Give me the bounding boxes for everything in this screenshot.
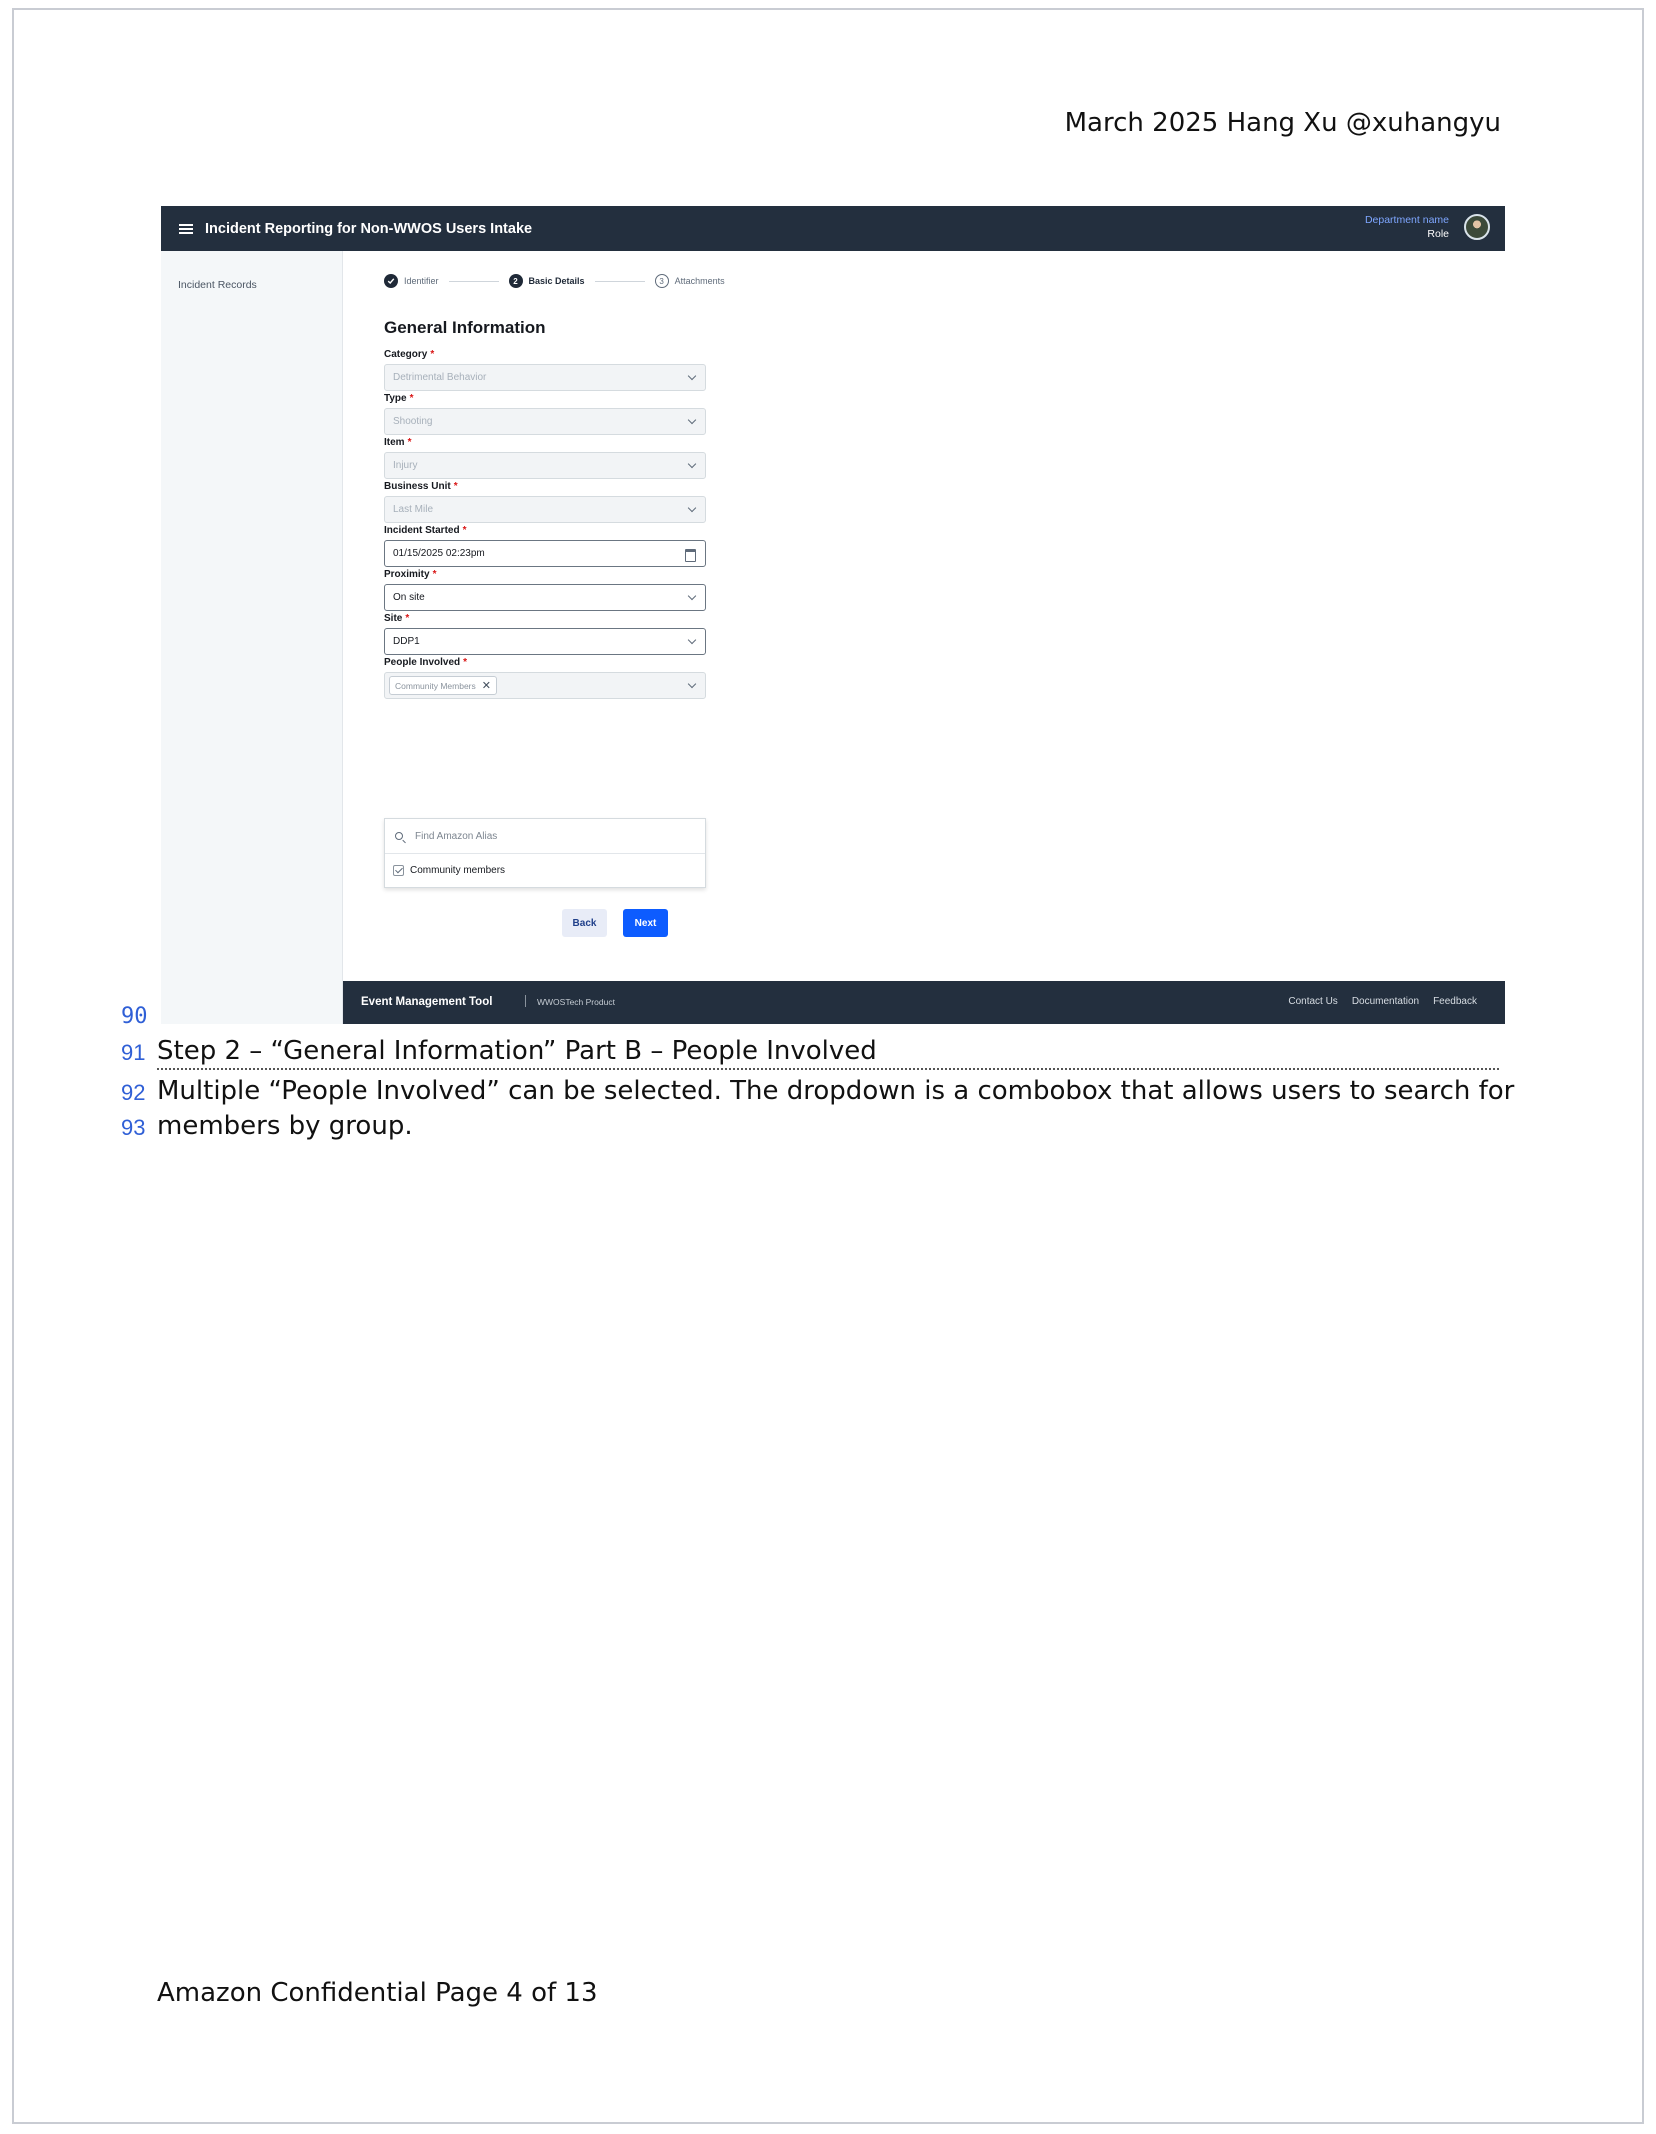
find-alias-search-input[interactable]	[413, 830, 677, 843]
app-screenshot	[161, 206, 1505, 1024]
calendar-icon[interactable]	[685, 549, 696, 562]
footer-divider	[525, 995, 526, 1007]
check-icon	[384, 274, 398, 288]
category-label: Category *	[384, 349, 435, 360]
line-number: 92	[121, 1080, 146, 1105]
avatar[interactable]	[1464, 214, 1490, 240]
step-2-number: 2	[509, 274, 523, 288]
chevron-down-icon[interactable]	[688, 680, 696, 688]
chevron-down-icon	[688, 636, 696, 644]
step-heading: Step 2 – “General Information” Part B – People Involved	[157, 1036, 877, 1066]
chevron-down-icon	[688, 592, 696, 600]
people-involved-label: People Involved *	[384, 657, 468, 668]
chevron-down-icon	[688, 504, 696, 512]
category-select[interactable]: Detrimental Behavior	[384, 364, 706, 391]
app-footer	[343, 981, 1505, 1024]
close-icon[interactable]: ✕	[481, 680, 491, 692]
type-select[interactable]: Shooting	[384, 408, 706, 435]
contact-us-link[interactable]: Contact Us	[1288, 996, 1338, 1007]
proximity-select[interactable]: On site	[384, 584, 706, 611]
footer-subtitle: WWOSTech Product	[537, 997, 615, 1007]
chevron-down-icon	[688, 372, 696, 380]
business-unit-label: Business Unit *	[384, 481, 458, 492]
footer-links	[1288, 996, 1477, 1007]
item-select[interactable]: Injury	[384, 452, 706, 479]
wizard-stepper	[384, 274, 725, 288]
next-button[interactable]: Next	[623, 909, 668, 937]
chevron-down-icon	[688, 460, 696, 468]
site-label: Site *	[384, 613, 410, 624]
line-number: 93	[121, 1115, 146, 1140]
documentation-link[interactable]: Documentation	[1351, 996, 1420, 1007]
dropdown-search	[385, 819, 705, 854]
step-identifier-label[interactable]: Identifier	[404, 276, 439, 286]
document-header-note: March 2025 Hang Xu @xuhangyu	[1064, 108, 1501, 138]
main-content	[343, 251, 1505, 981]
description-line-1: Multiple “People Involved” can be selected. The dropdown is a combobox that allows users to search for	[157, 1076, 1515, 1106]
description-line-2: members by group.	[157, 1111, 413, 1141]
step-3-number: 3	[655, 274, 669, 288]
section-title: General Information	[384, 318, 546, 337]
menu-icon[interactable]	[179, 224, 193, 234]
document-footer-note: Amazon Confidential Page 4 of 13	[157, 1978, 598, 2008]
incident-started-datetime-input[interactable]: 01/15/2025 02:23pm	[384, 540, 706, 567]
checkbox-checked[interactable]	[393, 865, 404, 876]
dropdown-option-community-members[interactable]: Community members	[385, 853, 705, 887]
chevron-down-icon	[688, 416, 696, 424]
proximity-label: Proximity *	[384, 569, 437, 580]
sidebar-item-incident-records[interactable]: Incident Records	[178, 279, 257, 291]
back-button[interactable]: Back	[562, 909, 607, 937]
feedback-link[interactable]: Feedback	[1433, 996, 1477, 1007]
search-icon	[395, 832, 403, 840]
incident-started-label: Incident Started *	[384, 525, 467, 536]
app-title: Incident Reporting for Non-WWOS Users Intake	[205, 220, 533, 237]
step-basic-details-label[interactable]: Basic Details	[528, 276, 585, 286]
item-label: Item *	[384, 437, 412, 448]
step-attachments-label[interactable]: Attachments	[674, 276, 725, 286]
dotted-divider	[157, 1068, 1499, 1070]
department-name: Department name	[1364, 214, 1449, 226]
line-number: 91	[121, 1040, 146, 1065]
people-involved-combobox[interactable]	[384, 672, 706, 699]
people-involved-dropdown	[384, 818, 706, 888]
user-info	[1365, 214, 1449, 240]
token-community-members: Community Members ✕	[389, 676, 497, 695]
line-number: 90	[121, 1004, 148, 1029]
site-select[interactable]: DDP1	[384, 628, 706, 655]
type-label: Type *	[384, 393, 414, 404]
app-top-navigation	[161, 206, 1505, 251]
sidebar	[161, 251, 343, 1024]
footer-title: Event Management Tool	[361, 996, 493, 1008]
user-role: Role	[1427, 228, 1449, 240]
step-connector	[449, 281, 499, 282]
business-unit-select[interactable]: Last Mile	[384, 496, 706, 523]
step-connector	[595, 281, 645, 282]
